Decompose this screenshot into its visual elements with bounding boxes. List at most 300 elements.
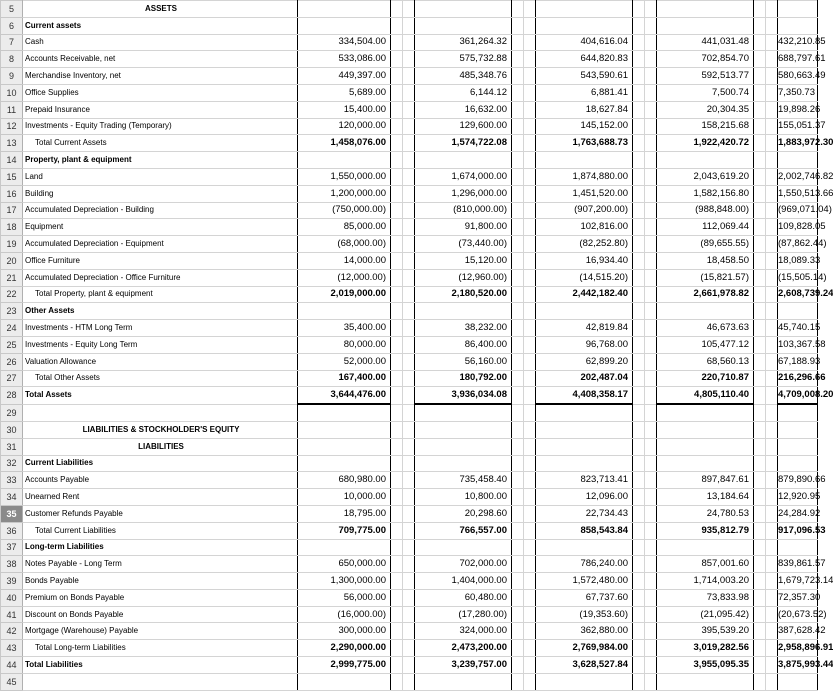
empty-cell[interactable] xyxy=(645,152,657,169)
empty-cell[interactable] xyxy=(645,370,657,387)
empty-cell[interactable] xyxy=(524,489,536,506)
value-cell[interactable] xyxy=(415,152,512,169)
empty-cell[interactable] xyxy=(754,556,766,573)
value-cell[interactable]: 1,883,972.30 xyxy=(778,135,818,152)
row-label-cell[interactable]: Property, plant & equipment xyxy=(23,152,298,169)
empty-cell[interactable] xyxy=(391,168,403,185)
empty-cell[interactable] xyxy=(512,556,524,573)
empty-cell[interactable] xyxy=(512,455,524,472)
empty-cell[interactable] xyxy=(403,505,415,522)
value-cell[interactable]: 575,732.88 xyxy=(415,51,512,68)
empty-cell[interactable] xyxy=(512,320,524,337)
value-cell[interactable]: 543,590.61 xyxy=(536,68,633,85)
row-label-cell[interactable]: Investments - Equity Long Term xyxy=(23,336,298,353)
row-header[interactable]: 44 xyxy=(1,657,23,674)
empty-cell[interactable] xyxy=(512,168,524,185)
value-cell[interactable] xyxy=(536,404,633,421)
row-header[interactable]: 39 xyxy=(1,573,23,590)
empty-cell[interactable] xyxy=(391,353,403,370)
empty-cell[interactable] xyxy=(766,455,778,472)
empty-cell[interactable] xyxy=(754,387,766,404)
value-cell[interactable]: (87,862.44) xyxy=(778,236,818,253)
value-cell[interactable]: 86,400.00 xyxy=(415,336,512,353)
empty-cell[interactable] xyxy=(645,353,657,370)
empty-cell[interactable] xyxy=(633,252,645,269)
value-cell[interactable] xyxy=(298,455,391,472)
empty-cell[interactable] xyxy=(403,489,415,506)
empty-cell[interactable] xyxy=(754,589,766,606)
empty-cell[interactable] xyxy=(633,623,645,640)
empty-cell[interactable] xyxy=(524,286,536,303)
empty-cell[interactable] xyxy=(403,34,415,51)
empty-cell[interactable] xyxy=(391,404,403,421)
empty-cell[interactable] xyxy=(391,320,403,337)
empty-cell[interactable] xyxy=(512,152,524,169)
empty-cell[interactable] xyxy=(524,573,536,590)
empty-cell[interactable] xyxy=(766,236,778,253)
value-cell[interactable] xyxy=(298,421,391,438)
empty-cell[interactable] xyxy=(766,606,778,623)
empty-cell[interactable] xyxy=(391,1,403,18)
empty-cell[interactable] xyxy=(403,118,415,135)
row-label-cell[interactable]: Total Current Assets xyxy=(23,135,298,152)
value-cell[interactable]: 823,713.41 xyxy=(536,472,633,489)
empty-cell[interactable] xyxy=(766,152,778,169)
value-cell[interactable] xyxy=(778,303,818,320)
value-cell[interactable]: 73,833.98 xyxy=(657,589,754,606)
value-cell[interactable] xyxy=(778,673,818,690)
empty-cell[interactable] xyxy=(645,539,657,556)
value-cell[interactable]: 324,000.00 xyxy=(415,623,512,640)
value-cell[interactable]: 52,000.00 xyxy=(298,353,391,370)
value-cell[interactable] xyxy=(415,421,512,438)
value-cell[interactable]: 1,674,000.00 xyxy=(415,168,512,185)
row-label-cell[interactable]: Long-term Liabilities xyxy=(23,539,298,556)
row-label-cell[interactable]: Discount on Bonds Payable xyxy=(23,606,298,623)
value-cell[interactable] xyxy=(657,404,754,421)
empty-cell[interactable] xyxy=(391,336,403,353)
value-cell[interactable]: 1,296,000.00 xyxy=(415,185,512,202)
empty-cell[interactable] xyxy=(403,168,415,185)
empty-cell[interactable] xyxy=(524,421,536,438)
value-cell[interactable]: 1,404,000.00 xyxy=(415,573,512,590)
row-label-cell[interactable]: Equipment xyxy=(23,219,298,236)
empty-cell[interactable] xyxy=(633,168,645,185)
value-cell[interactable]: 839,861.57 xyxy=(778,556,818,573)
value-cell[interactable] xyxy=(415,1,512,18)
value-cell[interactable]: 20,298.60 xyxy=(415,505,512,522)
empty-cell[interactable] xyxy=(633,606,645,623)
value-cell[interactable]: 10,800.00 xyxy=(415,489,512,506)
value-cell[interactable]: 449,397.00 xyxy=(298,68,391,85)
empty-cell[interactable] xyxy=(524,17,536,34)
empty-cell[interactable] xyxy=(633,505,645,522)
empty-cell[interactable] xyxy=(633,17,645,34)
value-cell[interactable]: 1,550,513.66 xyxy=(778,185,818,202)
empty-cell[interactable] xyxy=(403,236,415,253)
value-cell[interactable]: 3,955,095.35 xyxy=(657,657,754,674)
empty-cell[interactable] xyxy=(391,252,403,269)
empty-cell[interactable] xyxy=(524,623,536,640)
empty-cell[interactable] xyxy=(391,657,403,674)
empty-cell[interactable] xyxy=(524,202,536,219)
empty-cell[interactable] xyxy=(754,84,766,101)
empty-cell[interactable] xyxy=(645,387,657,404)
row-header[interactable]: 22 xyxy=(1,286,23,303)
row-label-cell[interactable]: Total Assets xyxy=(23,387,298,404)
value-cell[interactable] xyxy=(657,421,754,438)
value-cell[interactable]: 2,999,775.00 xyxy=(298,657,391,674)
empty-cell[interactable] xyxy=(645,640,657,657)
row-header[interactable]: 33 xyxy=(1,472,23,489)
empty-cell[interactable] xyxy=(512,185,524,202)
value-cell[interactable] xyxy=(298,1,391,18)
value-cell[interactable]: 91,800.00 xyxy=(415,219,512,236)
row-label-cell[interactable]: Total Liabilities xyxy=(23,657,298,674)
empty-cell[interactable] xyxy=(512,404,524,421)
empty-cell[interactable] xyxy=(754,404,766,421)
row-header[interactable]: 26 xyxy=(1,353,23,370)
row-label-cell[interactable]: Accumulated Depreciation - Office Furniture xyxy=(23,269,298,286)
empty-cell[interactable] xyxy=(633,51,645,68)
value-cell[interactable]: 112,069.44 xyxy=(657,219,754,236)
empty-cell[interactable] xyxy=(403,673,415,690)
empty-cell[interactable] xyxy=(524,168,536,185)
value-cell[interactable]: (12,000.00) xyxy=(298,269,391,286)
row-header[interactable]: 5 xyxy=(1,1,23,18)
empty-cell[interactable] xyxy=(766,269,778,286)
empty-cell[interactable] xyxy=(524,438,536,455)
empty-cell[interactable] xyxy=(645,236,657,253)
value-cell[interactable] xyxy=(298,673,391,690)
value-cell[interactable] xyxy=(778,17,818,34)
empty-cell[interactable] xyxy=(391,152,403,169)
empty-cell[interactable] xyxy=(512,438,524,455)
row-header[interactable]: 19 xyxy=(1,236,23,253)
empty-cell[interactable] xyxy=(524,118,536,135)
empty-cell[interactable] xyxy=(633,185,645,202)
empty-cell[interactable] xyxy=(645,489,657,506)
value-cell[interactable]: 334,504.00 xyxy=(298,34,391,51)
empty-cell[interactable] xyxy=(403,472,415,489)
value-cell[interactable] xyxy=(298,438,391,455)
empty-cell[interactable] xyxy=(766,623,778,640)
value-cell[interactable] xyxy=(298,303,391,320)
value-cell[interactable] xyxy=(536,539,633,556)
empty-cell[interactable] xyxy=(754,505,766,522)
empty-cell[interactable] xyxy=(754,252,766,269)
value-cell[interactable]: 300,000.00 xyxy=(298,623,391,640)
row-label-cell[interactable]: Other Assets xyxy=(23,303,298,320)
value-cell[interactable]: 18,627.84 xyxy=(536,101,633,118)
row-label-cell[interactable]: Bonds Payable xyxy=(23,573,298,590)
value-cell[interactable]: 12,096.00 xyxy=(536,489,633,506)
empty-cell[interactable] xyxy=(403,640,415,657)
empty-cell[interactable] xyxy=(645,522,657,539)
value-cell[interactable]: 3,875,993.44 xyxy=(778,657,818,674)
empty-cell[interactable] xyxy=(391,472,403,489)
row-label-cell[interactable]: Customer Refunds Payable xyxy=(23,505,298,522)
value-cell[interactable]: 650,000.00 xyxy=(298,556,391,573)
empty-cell[interactable] xyxy=(754,606,766,623)
empty-cell[interactable] xyxy=(633,421,645,438)
value-cell[interactable] xyxy=(657,539,754,556)
empty-cell[interactable] xyxy=(512,68,524,85)
empty-cell[interactable] xyxy=(766,657,778,674)
value-cell[interactable]: 46,673.63 xyxy=(657,320,754,337)
value-cell[interactable]: 766,557.00 xyxy=(415,522,512,539)
value-cell[interactable] xyxy=(298,17,391,34)
value-cell[interactable] xyxy=(298,539,391,556)
empty-cell[interactable] xyxy=(512,573,524,590)
empty-cell[interactable] xyxy=(766,539,778,556)
row-label-cell[interactable]: Building xyxy=(23,185,298,202)
empty-cell[interactable] xyxy=(766,489,778,506)
value-cell[interactable]: 220,710.87 xyxy=(657,370,754,387)
empty-cell[interactable] xyxy=(633,236,645,253)
empty-cell[interactable] xyxy=(403,573,415,590)
empty-cell[interactable] xyxy=(645,101,657,118)
empty-cell[interactable] xyxy=(403,135,415,152)
empty-cell[interactable] xyxy=(403,556,415,573)
empty-cell[interactable] xyxy=(645,202,657,219)
empty-cell[interactable] xyxy=(766,286,778,303)
empty-cell[interactable] xyxy=(633,539,645,556)
row-label-cell[interactable]: Investments - Equity Trading (Temporary) xyxy=(23,118,298,135)
empty-cell[interactable] xyxy=(633,336,645,353)
empty-cell[interactable] xyxy=(766,68,778,85)
empty-cell[interactable] xyxy=(645,1,657,18)
value-cell[interactable]: 1,458,076.00 xyxy=(298,135,391,152)
row-label-cell[interactable]: Valuation Allowance xyxy=(23,353,298,370)
row-label-cell[interactable]: Total Property, plant & equipment xyxy=(23,286,298,303)
empty-cell[interactable] xyxy=(766,640,778,657)
value-cell[interactable]: 18,458.50 xyxy=(657,252,754,269)
value-cell[interactable]: 38,232.00 xyxy=(415,320,512,337)
value-cell[interactable]: 1,582,156.80 xyxy=(657,185,754,202)
value-cell[interactable]: 24,284.92 xyxy=(778,505,818,522)
empty-cell[interactable] xyxy=(633,353,645,370)
empty-cell[interactable] xyxy=(391,17,403,34)
empty-cell[interactable] xyxy=(754,438,766,455)
value-cell[interactable]: 935,812.79 xyxy=(657,522,754,539)
value-cell[interactable]: 35,400.00 xyxy=(298,320,391,337)
empty-cell[interactable] xyxy=(754,489,766,506)
empty-cell[interactable] xyxy=(403,219,415,236)
empty-cell[interactable] xyxy=(766,252,778,269)
row-label-cell[interactable]: Current Liabilities xyxy=(23,455,298,472)
value-cell[interactable]: (12,960.00) xyxy=(415,269,512,286)
value-cell[interactable]: 155,051.37 xyxy=(778,118,818,135)
row-header[interactable]: 41 xyxy=(1,606,23,623)
value-cell[interactable]: 5,689.00 xyxy=(298,84,391,101)
value-cell[interactable] xyxy=(657,152,754,169)
value-cell[interactable]: (82,252.80) xyxy=(536,236,633,253)
value-cell[interactable] xyxy=(298,152,391,169)
empty-cell[interactable] xyxy=(403,606,415,623)
empty-cell[interactable] xyxy=(391,236,403,253)
empty-cell[interactable] xyxy=(391,135,403,152)
row-header[interactable]: 42 xyxy=(1,623,23,640)
empty-cell[interactable] xyxy=(633,68,645,85)
empty-cell[interactable] xyxy=(766,522,778,539)
empty-cell[interactable] xyxy=(403,387,415,404)
empty-cell[interactable] xyxy=(645,438,657,455)
row-label-cell[interactable] xyxy=(23,404,298,421)
row-header[interactable]: 6 xyxy=(1,17,23,34)
empty-cell[interactable] xyxy=(633,573,645,590)
empty-cell[interactable] xyxy=(524,34,536,51)
empty-cell[interactable] xyxy=(512,303,524,320)
value-cell[interactable]: 72,357.30 xyxy=(778,589,818,606)
row-label-cell[interactable]: Accumulated Depreciation - Equipment xyxy=(23,236,298,253)
empty-cell[interactable] xyxy=(391,84,403,101)
empty-cell[interactable] xyxy=(512,353,524,370)
empty-cell[interactable] xyxy=(391,51,403,68)
value-cell[interactable]: 735,458.40 xyxy=(415,472,512,489)
value-cell[interactable]: 485,348.76 xyxy=(415,68,512,85)
value-cell[interactable] xyxy=(536,455,633,472)
empty-cell[interactable] xyxy=(645,269,657,286)
empty-cell[interactable] xyxy=(524,673,536,690)
value-cell[interactable]: 644,820.83 xyxy=(536,51,633,68)
empty-cell[interactable] xyxy=(391,185,403,202)
empty-cell[interactable] xyxy=(633,101,645,118)
value-cell[interactable]: 4,805,110.40 xyxy=(657,387,754,404)
empty-cell[interactable] xyxy=(524,353,536,370)
value-cell[interactable]: 362,880.00 xyxy=(536,623,633,640)
empty-cell[interactable] xyxy=(645,84,657,101)
empty-cell[interactable] xyxy=(633,34,645,51)
empty-cell[interactable] xyxy=(645,505,657,522)
empty-cell[interactable] xyxy=(403,336,415,353)
empty-cell[interactable] xyxy=(524,51,536,68)
empty-cell[interactable] xyxy=(633,387,645,404)
empty-cell[interactable] xyxy=(403,84,415,101)
value-cell[interactable] xyxy=(778,539,818,556)
empty-cell[interactable] xyxy=(403,252,415,269)
value-cell[interactable]: 109,828.05 xyxy=(778,219,818,236)
value-cell[interactable]: 395,539.20 xyxy=(657,623,754,640)
empty-cell[interactable] xyxy=(391,438,403,455)
value-cell[interactable]: 67,188.93 xyxy=(778,353,818,370)
value-cell[interactable]: 879,890.66 xyxy=(778,472,818,489)
empty-cell[interactable] xyxy=(524,370,536,387)
empty-cell[interactable] xyxy=(391,219,403,236)
empty-cell[interactable] xyxy=(524,135,536,152)
value-cell[interactable] xyxy=(298,404,391,421)
empty-cell[interactable] xyxy=(512,489,524,506)
value-cell[interactable]: 68,560.13 xyxy=(657,353,754,370)
value-cell[interactable]: 56,000.00 xyxy=(298,589,391,606)
value-cell[interactable]: 105,477.12 xyxy=(657,336,754,353)
row-header[interactable]: 15 xyxy=(1,168,23,185)
empty-cell[interactable] xyxy=(754,522,766,539)
empty-cell[interactable] xyxy=(633,269,645,286)
empty-cell[interactable] xyxy=(391,589,403,606)
row-header[interactable]: 21 xyxy=(1,269,23,286)
empty-cell[interactable] xyxy=(633,455,645,472)
row-header[interactable]: 25 xyxy=(1,336,23,353)
empty-cell[interactable] xyxy=(403,1,415,18)
row-header[interactable]: 9 xyxy=(1,68,23,85)
value-cell[interactable]: 7,350.73 xyxy=(778,84,818,101)
value-cell[interactable] xyxy=(415,438,512,455)
value-cell[interactable]: 3,239,757.00 xyxy=(415,657,512,674)
value-cell[interactable]: 12,920.95 xyxy=(778,489,818,506)
empty-cell[interactable] xyxy=(754,51,766,68)
empty-cell[interactable] xyxy=(633,673,645,690)
value-cell[interactable] xyxy=(536,152,633,169)
empty-cell[interactable] xyxy=(633,589,645,606)
value-cell[interactable]: 3,019,282.56 xyxy=(657,640,754,657)
row-label-cell[interactable]: Merchandise Inventory, net xyxy=(23,68,298,85)
value-cell[interactable]: 897,847.61 xyxy=(657,472,754,489)
value-cell[interactable]: (19,353.60) xyxy=(536,606,633,623)
value-cell[interactable]: 3,936,034.08 xyxy=(415,387,512,404)
empty-cell[interactable] xyxy=(645,404,657,421)
empty-cell[interactable] xyxy=(633,152,645,169)
empty-cell[interactable] xyxy=(766,472,778,489)
empty-cell[interactable] xyxy=(391,673,403,690)
empty-cell[interactable] xyxy=(512,387,524,404)
empty-cell[interactable] xyxy=(391,573,403,590)
value-cell[interactable]: 15,120.00 xyxy=(415,252,512,269)
empty-cell[interactable] xyxy=(391,101,403,118)
row-header[interactable]: 40 xyxy=(1,589,23,606)
empty-cell[interactable] xyxy=(403,269,415,286)
value-cell[interactable]: 96,768.00 xyxy=(536,336,633,353)
value-cell[interactable] xyxy=(536,17,633,34)
empty-cell[interactable] xyxy=(512,336,524,353)
empty-cell[interactable] xyxy=(645,135,657,152)
empty-cell[interactable] xyxy=(766,185,778,202)
empty-cell[interactable] xyxy=(512,640,524,657)
value-cell[interactable]: 2,958,896.91 xyxy=(778,640,818,657)
value-cell[interactable] xyxy=(778,421,818,438)
value-cell[interactable] xyxy=(778,1,818,18)
empty-cell[interactable] xyxy=(754,336,766,353)
empty-cell[interactable] xyxy=(754,370,766,387)
empty-cell[interactable] xyxy=(645,556,657,573)
empty-cell[interactable] xyxy=(391,556,403,573)
value-cell[interactable]: 387,628.42 xyxy=(778,623,818,640)
row-header[interactable]: 11 xyxy=(1,101,23,118)
value-cell[interactable]: 3,628,527.84 xyxy=(536,657,633,674)
empty-cell[interactable] xyxy=(645,606,657,623)
empty-cell[interactable] xyxy=(633,286,645,303)
value-cell[interactable]: 786,240.00 xyxy=(536,556,633,573)
empty-cell[interactable] xyxy=(633,489,645,506)
value-cell[interactable]: 2,769,984.00 xyxy=(536,640,633,657)
empty-cell[interactable] xyxy=(766,34,778,51)
empty-cell[interactable] xyxy=(633,522,645,539)
empty-cell[interactable] xyxy=(403,421,415,438)
empty-cell[interactable] xyxy=(766,370,778,387)
empty-cell[interactable] xyxy=(754,303,766,320)
value-cell[interactable]: 62,899.20 xyxy=(536,353,633,370)
empty-cell[interactable] xyxy=(512,539,524,556)
empty-cell[interactable] xyxy=(524,522,536,539)
empty-cell[interactable] xyxy=(391,455,403,472)
value-cell[interactable] xyxy=(778,438,818,455)
value-cell[interactable]: (89,655.55) xyxy=(657,236,754,253)
value-cell[interactable]: 1,574,722.08 xyxy=(415,135,512,152)
empty-cell[interactable] xyxy=(391,640,403,657)
empty-cell[interactable] xyxy=(524,589,536,606)
value-cell[interactable]: 441,031.48 xyxy=(657,34,754,51)
value-cell[interactable]: 167,400.00 xyxy=(298,370,391,387)
